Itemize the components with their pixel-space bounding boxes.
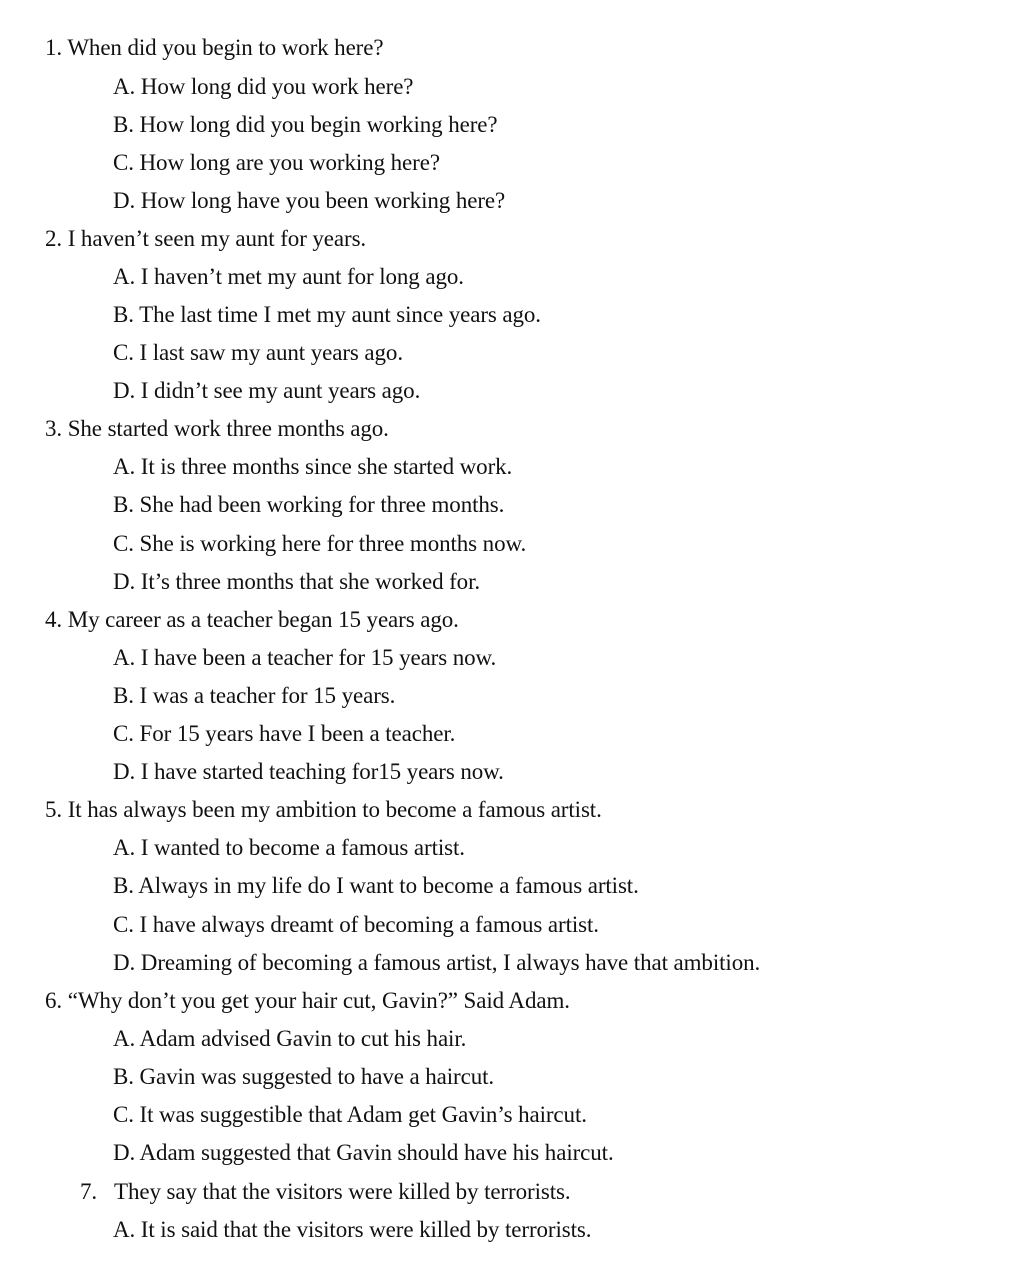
question-number: 5.	[45, 797, 63, 822]
question-text: My career as a teacher began 15 years ago.	[67, 607, 459, 632]
question-4	[45, 606, 459, 634]
question-number: 3.	[45, 416, 63, 441]
q1-option-d: D. How long have you been working here?	[113, 188, 506, 213]
q2-option-d: D. I didn’t see my aunt years ago.	[113, 378, 421, 403]
q1-option-a: A. How long did you work here?	[113, 74, 414, 99]
q6-option-d: D. Adam suggested that Gavin should have his haircut.	[113, 1140, 614, 1165]
question-1	[45, 34, 383, 62]
q4-option-d: D. I have started teaching for15 years now.	[113, 759, 504, 784]
q4-option-b: B. I was a teacher for 15 years.	[113, 683, 396, 708]
question-text: They say that the visitors were killed by terrorists.	[114, 1179, 571, 1204]
q3-option-a: A. It is three months since she started work.	[113, 454, 513, 479]
question-number: 4.	[45, 607, 63, 632]
question-7	[80, 1178, 571, 1206]
q3-option-b: B. She had been working for three months.	[113, 492, 505, 517]
q5-option-a: A. I wanted to become a famous artist.	[113, 835, 465, 860]
question-3	[45, 415, 389, 443]
question-number: 1.	[45, 35, 63, 60]
q7-option-a: A. It is said that the visitors were killed by terrorists.	[113, 1217, 592, 1242]
q1-option-b: B. How long did you begin working here?	[113, 112, 498, 137]
q1-option-c: C. How long are you working here?	[113, 150, 440, 175]
question-number: 6.	[45, 988, 63, 1013]
question-6	[45, 987, 570, 1015]
q2-option-b: B. The last time I met my aunt since years ago.	[113, 302, 541, 327]
question-5	[45, 796, 602, 824]
question-2	[45, 225, 366, 253]
question-text: I haven’t seen my aunt for years.	[67, 226, 367, 251]
q6-option-b: B. Gavin was suggested to have a haircut.	[113, 1064, 495, 1089]
question-number: 2.	[45, 226, 63, 251]
q5-option-c: C. I have always dreamt of becoming a famous artist.	[113, 912, 599, 937]
q6-option-c: C. It was suggestible that Adam get Gavin’s haircut.	[113, 1102, 587, 1127]
q4-option-a: A. I have been a teacher for 15 years now.	[113, 645, 497, 670]
q6-option-a: A. Adam advised Gavin to cut his hair.	[113, 1026, 467, 1051]
q3-option-c: C. She is working here for three months now.	[113, 531, 527, 556]
q5-option-b: B. Always in my life do I want to become a famous artist.	[113, 873, 639, 898]
q5-option-d: D. Dreaming of becoming a famous artist, I always have that ambition.	[113, 950, 761, 975]
question-text: She started work three months ago.	[67, 416, 389, 441]
q4-option-c: C. For 15 years have I been a teacher.	[113, 721, 456, 746]
question-text: It has always been my ambition to become a famous artist.	[67, 797, 602, 822]
q2-option-c: C. I last saw my aunt years ago.	[113, 340, 403, 365]
q2-option-a: A. I haven’t met my aunt for long ago.	[113, 264, 464, 289]
question-number: 7.	[80, 1179, 98, 1204]
question-text: “Why don’t you get your hair cut, Gavin?” Said Adam.	[67, 988, 570, 1013]
question-text: When did you begin to work here?	[67, 35, 384, 60]
q3-option-d: D. It’s three months that she worked for.	[113, 569, 481, 594]
